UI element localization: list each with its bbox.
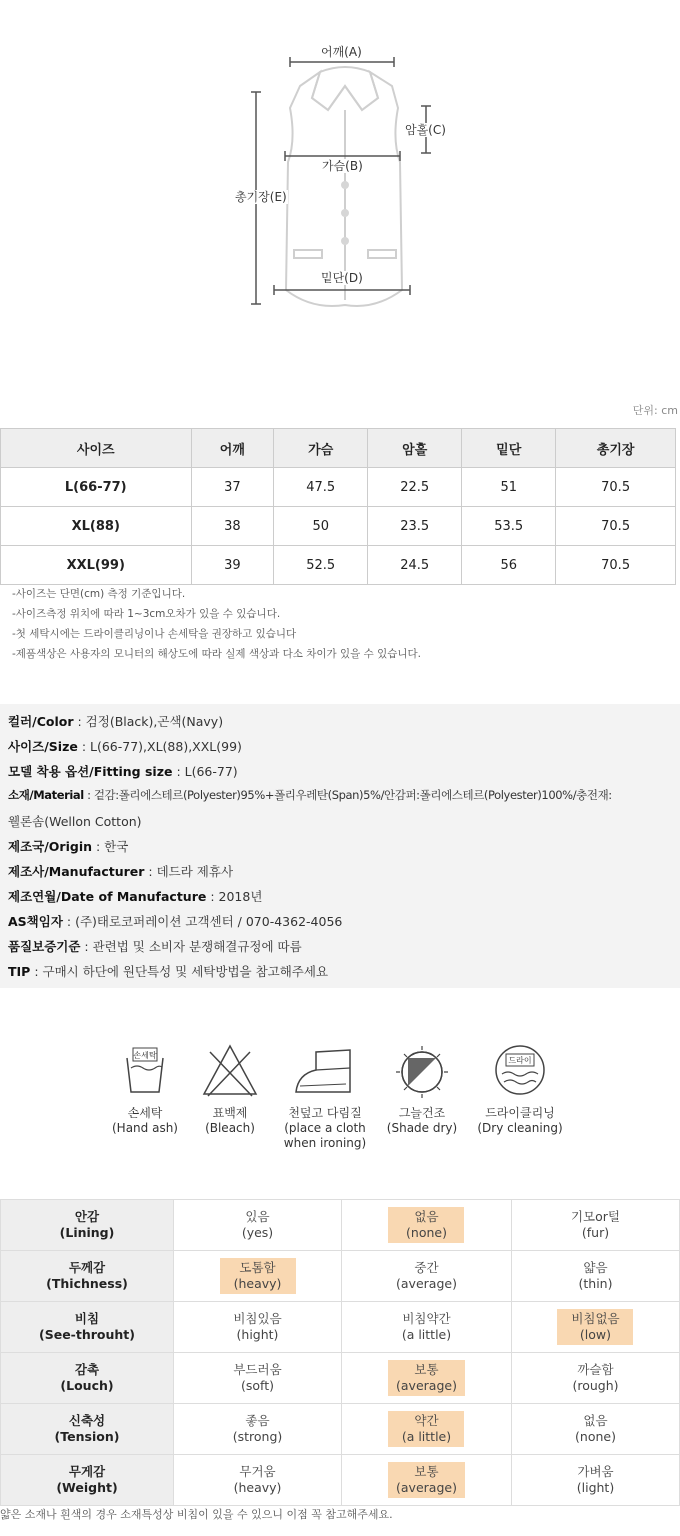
selected-option [388,1462,465,1498]
option-en: (average) [396,1480,457,1495]
info-label: 제조사/Manufacturer [8,864,145,879]
note-line: -첫 세탁시에는 드라이클리닝이나 손세탁을 권장하고 있습니다 [12,628,297,640]
property-name [1,1302,174,1353]
dry-clean-tag: 드라이 [508,1056,532,1065]
table-cell: 22.5 [368,468,462,507]
length-label: 총기장(E) [235,190,287,204]
product-info [0,704,680,988]
property-option [511,1455,679,1506]
option-ko: 무거움 [239,1464,276,1479]
option-en: (hight) [236,1327,279,1342]
option-ko: 가벼움 [577,1464,614,1479]
option-en: (thin) [578,1276,613,1291]
option-ko: 중간 [414,1260,439,1275]
option-en: (average) [396,1276,457,1291]
option-ko: 있음 [245,1209,270,1224]
option-label [513,1362,678,1394]
option-label [343,1260,510,1292]
care-caption: (Shade dry) [386,1121,458,1135]
info-value: : L(66-77) [172,764,238,779]
table-cell: 50 [274,507,368,546]
table-cell: L(66-77) [1,468,192,507]
table-row [1,1353,680,1404]
care-caption: (place a cloth [284,1121,366,1135]
info-label: AS책임자 [8,914,63,929]
table-cell: 70.5 [556,507,676,546]
option-en: (strong) [232,1429,283,1444]
option-label [513,1413,678,1445]
option-ko: 비침있음 [233,1311,282,1326]
care-instructions [0,1040,680,1170]
option-label [175,1362,340,1394]
property-option [511,1200,679,1251]
info-label: 모델 착용 옵션/Fitting size [8,764,173,779]
option-en: (heavy) [233,1480,282,1495]
option-label [175,1209,340,1241]
option-en: (a little) [401,1327,452,1342]
info-value: : L(66-77),XL(88),XXL(99) [77,739,242,754]
table-cell: 47.5 [274,468,368,507]
header-cell: 밑단 [462,429,556,468]
table-row [1,1455,680,1506]
info-label: 컬러/Color [8,714,74,729]
header-cell: 사이즈 [1,429,192,468]
iron-icon [292,1040,358,1100]
option-en: (soft) [241,1378,274,1393]
property-ko: 비침 [74,1311,100,1326]
table-row [1,546,676,585]
hem-label: 밑단(D) [321,271,363,285]
hand-wash-tag: 손세탁 [133,1051,157,1060]
table-cell: 70.5 [556,546,676,585]
table-row [1,468,676,507]
header-cell: 암홀 [368,429,462,468]
option-label [175,1464,340,1496]
table-cell: 52.5 [274,546,368,585]
property-ko: 안감 [74,1209,100,1224]
note-line: -제품색상은 사용자의 모니터의 해상도에 따라 실제 색상과 다소 차이가 있을 수 있습니다. [12,648,421,660]
table-row [1,1404,680,1455]
info-line [8,837,128,855]
option-en: (a little) [401,1429,452,1444]
info-label: 소재/Material [8,788,84,802]
info-value: : 관련법 및 소비자 분쟁해결규정에 따름 [80,939,302,954]
table-row [1,1302,680,1353]
property-option [511,1353,679,1404]
armhole-label: 암홀(C) [405,123,446,137]
care-caption: 그늘건조 [398,1106,446,1120]
selected-option [388,1360,465,1396]
table-cell: 51 [462,468,556,507]
table-cell: 39 [191,546,274,585]
option-en: (rough) [572,1378,619,1393]
header-cell: 가슴 [274,429,368,468]
hand-wash-icon [115,1040,175,1100]
table-cell: 24.5 [368,546,462,585]
dry-clean-icon [490,1040,550,1100]
table-row [1,1251,680,1302]
size-notes [12,584,421,664]
property-option [342,1353,512,1404]
fabric-properties-table [0,1199,680,1506]
option-ko: 비침없음 [571,1311,620,1326]
property-option [174,1200,342,1251]
no-bleach-icon [200,1040,260,1100]
property-option [511,1404,679,1455]
option-label [513,1464,678,1496]
info-label: 제조국/Origin [8,839,92,854]
info-line [8,712,223,730]
selected-option [220,1258,296,1294]
property-en: (Weight) [56,1480,118,1495]
care-item [372,1040,472,1136]
selected-option [388,1411,464,1447]
option-en: (yes) [241,1225,274,1240]
shade-dry-icon [392,1040,452,1100]
property-option [342,1200,512,1251]
table-cell: 70.5 [556,468,676,507]
info-label: 품질보증기준 [8,939,81,954]
table-row [1,1200,680,1251]
option-ko: 보통 [414,1464,439,1479]
property-ko: 두께감 [68,1260,106,1275]
option-en: (low) [579,1327,612,1342]
note-line: -사이즈는 단면(cm) 측정 기준입니다. [12,588,186,600]
property-name [1,1455,174,1506]
property-option [174,1302,342,1353]
info-line [8,762,238,780]
footer-note: 얇은 소재나 흰색의 경우 소재특성상 비침이 있을 수 있으니 이점 꼭 참고해주세요. [0,1508,393,1521]
care-caption: (Dry cleaning) [477,1121,563,1135]
info-value: : 겉감:폴리에스테르(Polyester)95%+폴리우레탄(Span)5%/안감퍼:폴리에스테르(Polyester)100%/충전재: [83,788,612,802]
option-label [175,1311,340,1343]
option-ko: 얇음 [583,1260,608,1275]
property-name [1,1200,174,1251]
size-table [0,428,676,585]
option-ko: 기모or털 [570,1209,620,1224]
option-ko: 없음 [583,1413,608,1428]
care-caption: 손세탁 [127,1106,163,1120]
info-value: : 2018년 [206,889,263,904]
option-ko: 좋음 [245,1413,270,1428]
table-cell: 23.5 [368,507,462,546]
table-cell: 37 [191,468,274,507]
table-cell: 56 [462,546,556,585]
property-option [174,1404,342,1455]
info-line [8,862,233,880]
info-label: 제조연월/Date of Manufacture [8,889,207,904]
property-ko: 신축성 [68,1413,106,1428]
selected-option [388,1207,464,1243]
care-item [180,1040,280,1136]
option-label [513,1260,678,1292]
option-ko: 없음 [414,1209,439,1224]
property-en: (Louch) [60,1378,114,1393]
option-en: (average) [396,1378,457,1393]
option-ko: 약간 [414,1413,439,1428]
property-option [342,1404,512,1455]
option-label [343,1311,510,1343]
property-en: (Lining) [59,1225,115,1240]
header-cell: 총기장 [556,429,676,468]
info-line [8,912,342,930]
info-value: : (주)태로코퍼레이션 고객센터 / 070-4362-4056 [62,914,343,929]
option-en: (light) [576,1480,615,1495]
selected-option [557,1309,633,1345]
option-label [513,1209,678,1241]
property-ko: 감촉 [74,1362,100,1377]
header-cell: 어깨 [191,429,274,468]
info-line [8,962,328,980]
property-option [511,1251,679,1302]
option-en: (none) [406,1225,447,1240]
option-ko: 비침약간 [402,1311,451,1326]
option-en: (heavy) [233,1276,282,1291]
size-diagram [0,0,680,400]
care-caption: 표백제 [212,1106,248,1120]
care-item [470,1040,570,1136]
property-option [174,1251,342,1302]
info-value: : 구매시 하단에 원단특성 및 세탁방법을 참고해주세요 [30,964,329,979]
info-label: TIP [8,964,31,979]
note-line: -사이즈측정 위치에 따라 1~3cm오차가 있을 수 있습니다. [12,608,281,620]
info-value: : 한국 [92,839,129,854]
property-option [174,1353,342,1404]
property-option [342,1455,512,1506]
option-ko: 부드러움 [233,1362,282,1377]
property-name [1,1404,174,1455]
option-en: (none) [575,1429,616,1444]
table-cell: 38 [191,507,274,546]
property-en: (See-throuht) [39,1327,135,1342]
info-value: : 검정(Black),곤색(Navy) [73,714,224,729]
care-caption: when ironing) [283,1136,367,1150]
property-en: (Tension) [54,1429,120,1444]
care-caption: 드라이클리닝 [485,1106,555,1120]
table-cell: XXL(99) [1,546,192,585]
property-en: (Thichness) [46,1276,128,1291]
info-label: 사이즈/Size [8,739,78,754]
property-option [342,1251,512,1302]
chest-label: 가슴(B) [322,159,363,173]
option-ko: 도톰함 [239,1260,276,1275]
size-table-header [1,429,676,468]
option-ko: 보통 [414,1362,439,1377]
care-item [275,1040,375,1151]
property-ko: 무게감 [68,1464,106,1479]
care-caption: (Hand ash) [112,1121,178,1135]
vest-illustration [0,0,680,400]
care-caption: (Bleach) [205,1121,255,1135]
property-option [174,1455,342,1506]
care-caption: 천덮고 다림질 [288,1106,362,1120]
info-value: 웰론솜(Wellon Cotton) [8,814,142,829]
info-line [8,737,242,755]
info-line [8,937,302,955]
option-en: (fur) [581,1225,610,1240]
info-line [8,812,142,830]
shoulder-label: 어깨(A) [321,45,362,59]
table-row [1,507,676,546]
property-name [1,1251,174,1302]
property-option [511,1302,679,1353]
table-cell: XL(88) [1,507,192,546]
property-option [342,1302,512,1353]
unit-label: 단위: cm [632,404,678,417]
info-value: : 데드라 제휴사 [144,864,234,879]
property-name [1,1353,174,1404]
option-ko: 까슬함 [577,1362,614,1377]
option-label [175,1413,340,1445]
info-line [8,887,262,905]
table-cell: 53.5 [462,507,556,546]
info-line [8,787,612,803]
